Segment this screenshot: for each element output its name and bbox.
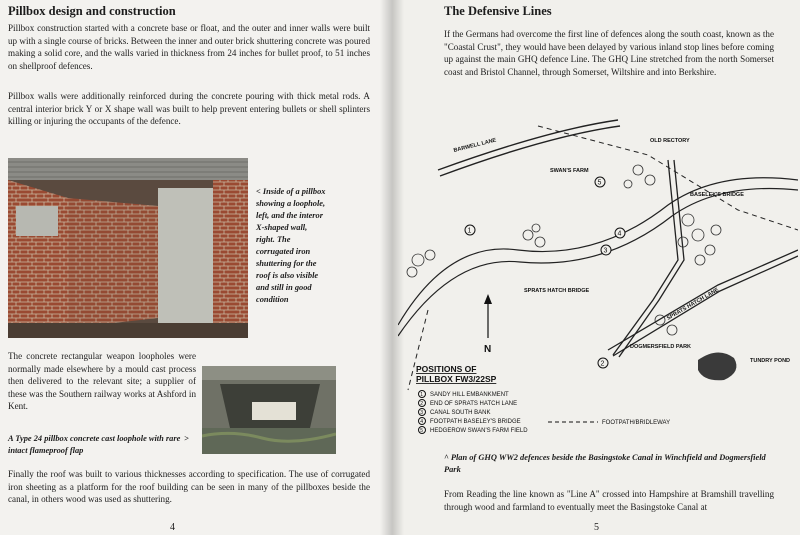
- right-page-number: 5: [594, 522, 599, 533]
- legend-footpath: FOOTPATH/BRIDLEWAY: [602, 420, 671, 426]
- interior-photo-caption: < Inside of a pillbox showing a loophole, left, and the interor X-shaped wall, right. The corrugated iron shuttering for the roof is also visible and still in good condition: [256, 187, 326, 304]
- legend-num-1: 1: [420, 392, 424, 398]
- left-page: [0, 0, 392, 535]
- legend-item-2: END OF SPRATS HATCH LANE: [430, 401, 518, 407]
- legend-item-4: FOOTPATH BASELEY'S BRIDGE: [430, 419, 521, 425]
- map-label-dogmersfield-park: DOGMERSFIELD PARK: [630, 344, 692, 350]
- loophole-photo: [202, 366, 336, 454]
- legend-title: POSITIONS OF: [416, 364, 477, 374]
- left-para-4: Finally the roof was built to various thicknesses according to specification. The use of corrugated iron sheeting as a platform for the roof building can be seen in many of the pillboxes beside the canal, in others wood was used as shuttering.: [8, 469, 370, 505]
- legend-num-5: 5: [420, 428, 424, 434]
- map-label-swans-farm: SWAN'S FARM: [550, 168, 589, 174]
- map-caption: ^ Plan of GHQ WW2 defences beside the Basingstoke Canal in Winchfield and Dogmersfield Park: [444, 453, 766, 474]
- left-page-number: 4: [170, 522, 175, 533]
- legend-item-1: SANDY HILL EMBANKMENT: [430, 392, 509, 398]
- legend-num-3: 3: [420, 410, 424, 416]
- pillbox-interior-photo: [8, 158, 248, 338]
- map-label-barwell-lane: BARWELL LANE: [453, 137, 497, 154]
- right-page: [392, 0, 800, 535]
- canal-defence-map: [398, 110, 798, 440]
- loophole-photo-caption: A Type 24 pillbox concrete cast loophole with rare intact flameproof flap: [8, 434, 181, 455]
- left-page-title: Pillbox design and construction: [8, 4, 176, 18]
- legend-num-2: 2: [420, 401, 424, 407]
- svg-text:1: 1: [467, 227, 472, 235]
- map-label-sprats-hatch-bridge: SPRATS HATCH BRIDGE: [524, 288, 590, 294]
- loophole-caption-arrow: >: [184, 434, 189, 443]
- svg-text:3: 3: [603, 247, 608, 255]
- legend-subtitle: PILLBOX FW3/22SP: [416, 374, 497, 384]
- right-para-2: From Reading the line known as "Line A" crossed into Hampshire at Bramshill travelling through wood and farmland to eventually meet the Basingstoke Canal at: [444, 489, 774, 512]
- left-para-3: The concrete rectangular weapon loopholes were normally made elsewhere by a mould cast process then delivered to the relevant site; a supplier of these was the Southern railway works at Ashford in Kent.: [8, 351, 196, 412]
- legend-num-4: 4: [420, 419, 424, 425]
- svg-text:5: 5: [597, 179, 602, 187]
- svg-text:2: 2: [600, 360, 605, 368]
- svg-text:4: 4: [617, 230, 622, 238]
- legend-item-3: CANAL SOUTH BANK: [430, 410, 491, 416]
- map-label-sprats-hatch-lane: SPRATS HATCH LANE: [666, 287, 720, 322]
- left-para-2: Pillbox walls were additionally reinforced during the concrete pouring with thick metal rods. A central interior brick Y or X shape wall was built to help prevent entering bullets or shell splinters killing or injuring the occupants of the defence.: [8, 91, 370, 127]
- map-north-label: N: [484, 344, 492, 355]
- right-para-1: If the Germans had overcome the first line of defences along the south coast, known as the "Coastal Crust", they would have been delayed by various inland stop lines before coming up against the main GHQ defence Line. The GHQ Line stretched from the north Somerset coast and Bristol Channel, through Somerset, Wiltshire and into Berkshire.: [444, 29, 774, 77]
- right-page-title: The Defensive Lines: [444, 4, 552, 18]
- map-label-tundry-pond: TUNDRY POND: [750, 358, 791, 364]
- left-para-1: Pillbox construction started with a concrete base or float, and the outer and inner walls were built up with a single course of bricks. Between the inner and outer brick shuttering concrete was poured making a solid core, and the walls varied in thickness from 24 inches for bullet proof, to 51 inches on shellproof defences.: [8, 23, 370, 71]
- map-label-old-rectory: OLD RECTORY: [650, 138, 690, 144]
- map-label-baseleys-bridge: BASELEY'S BRIDGE: [690, 192, 744, 198]
- legend-item-5: HEDGEROW SWAN'S FARM FIELD: [430, 428, 528, 434]
